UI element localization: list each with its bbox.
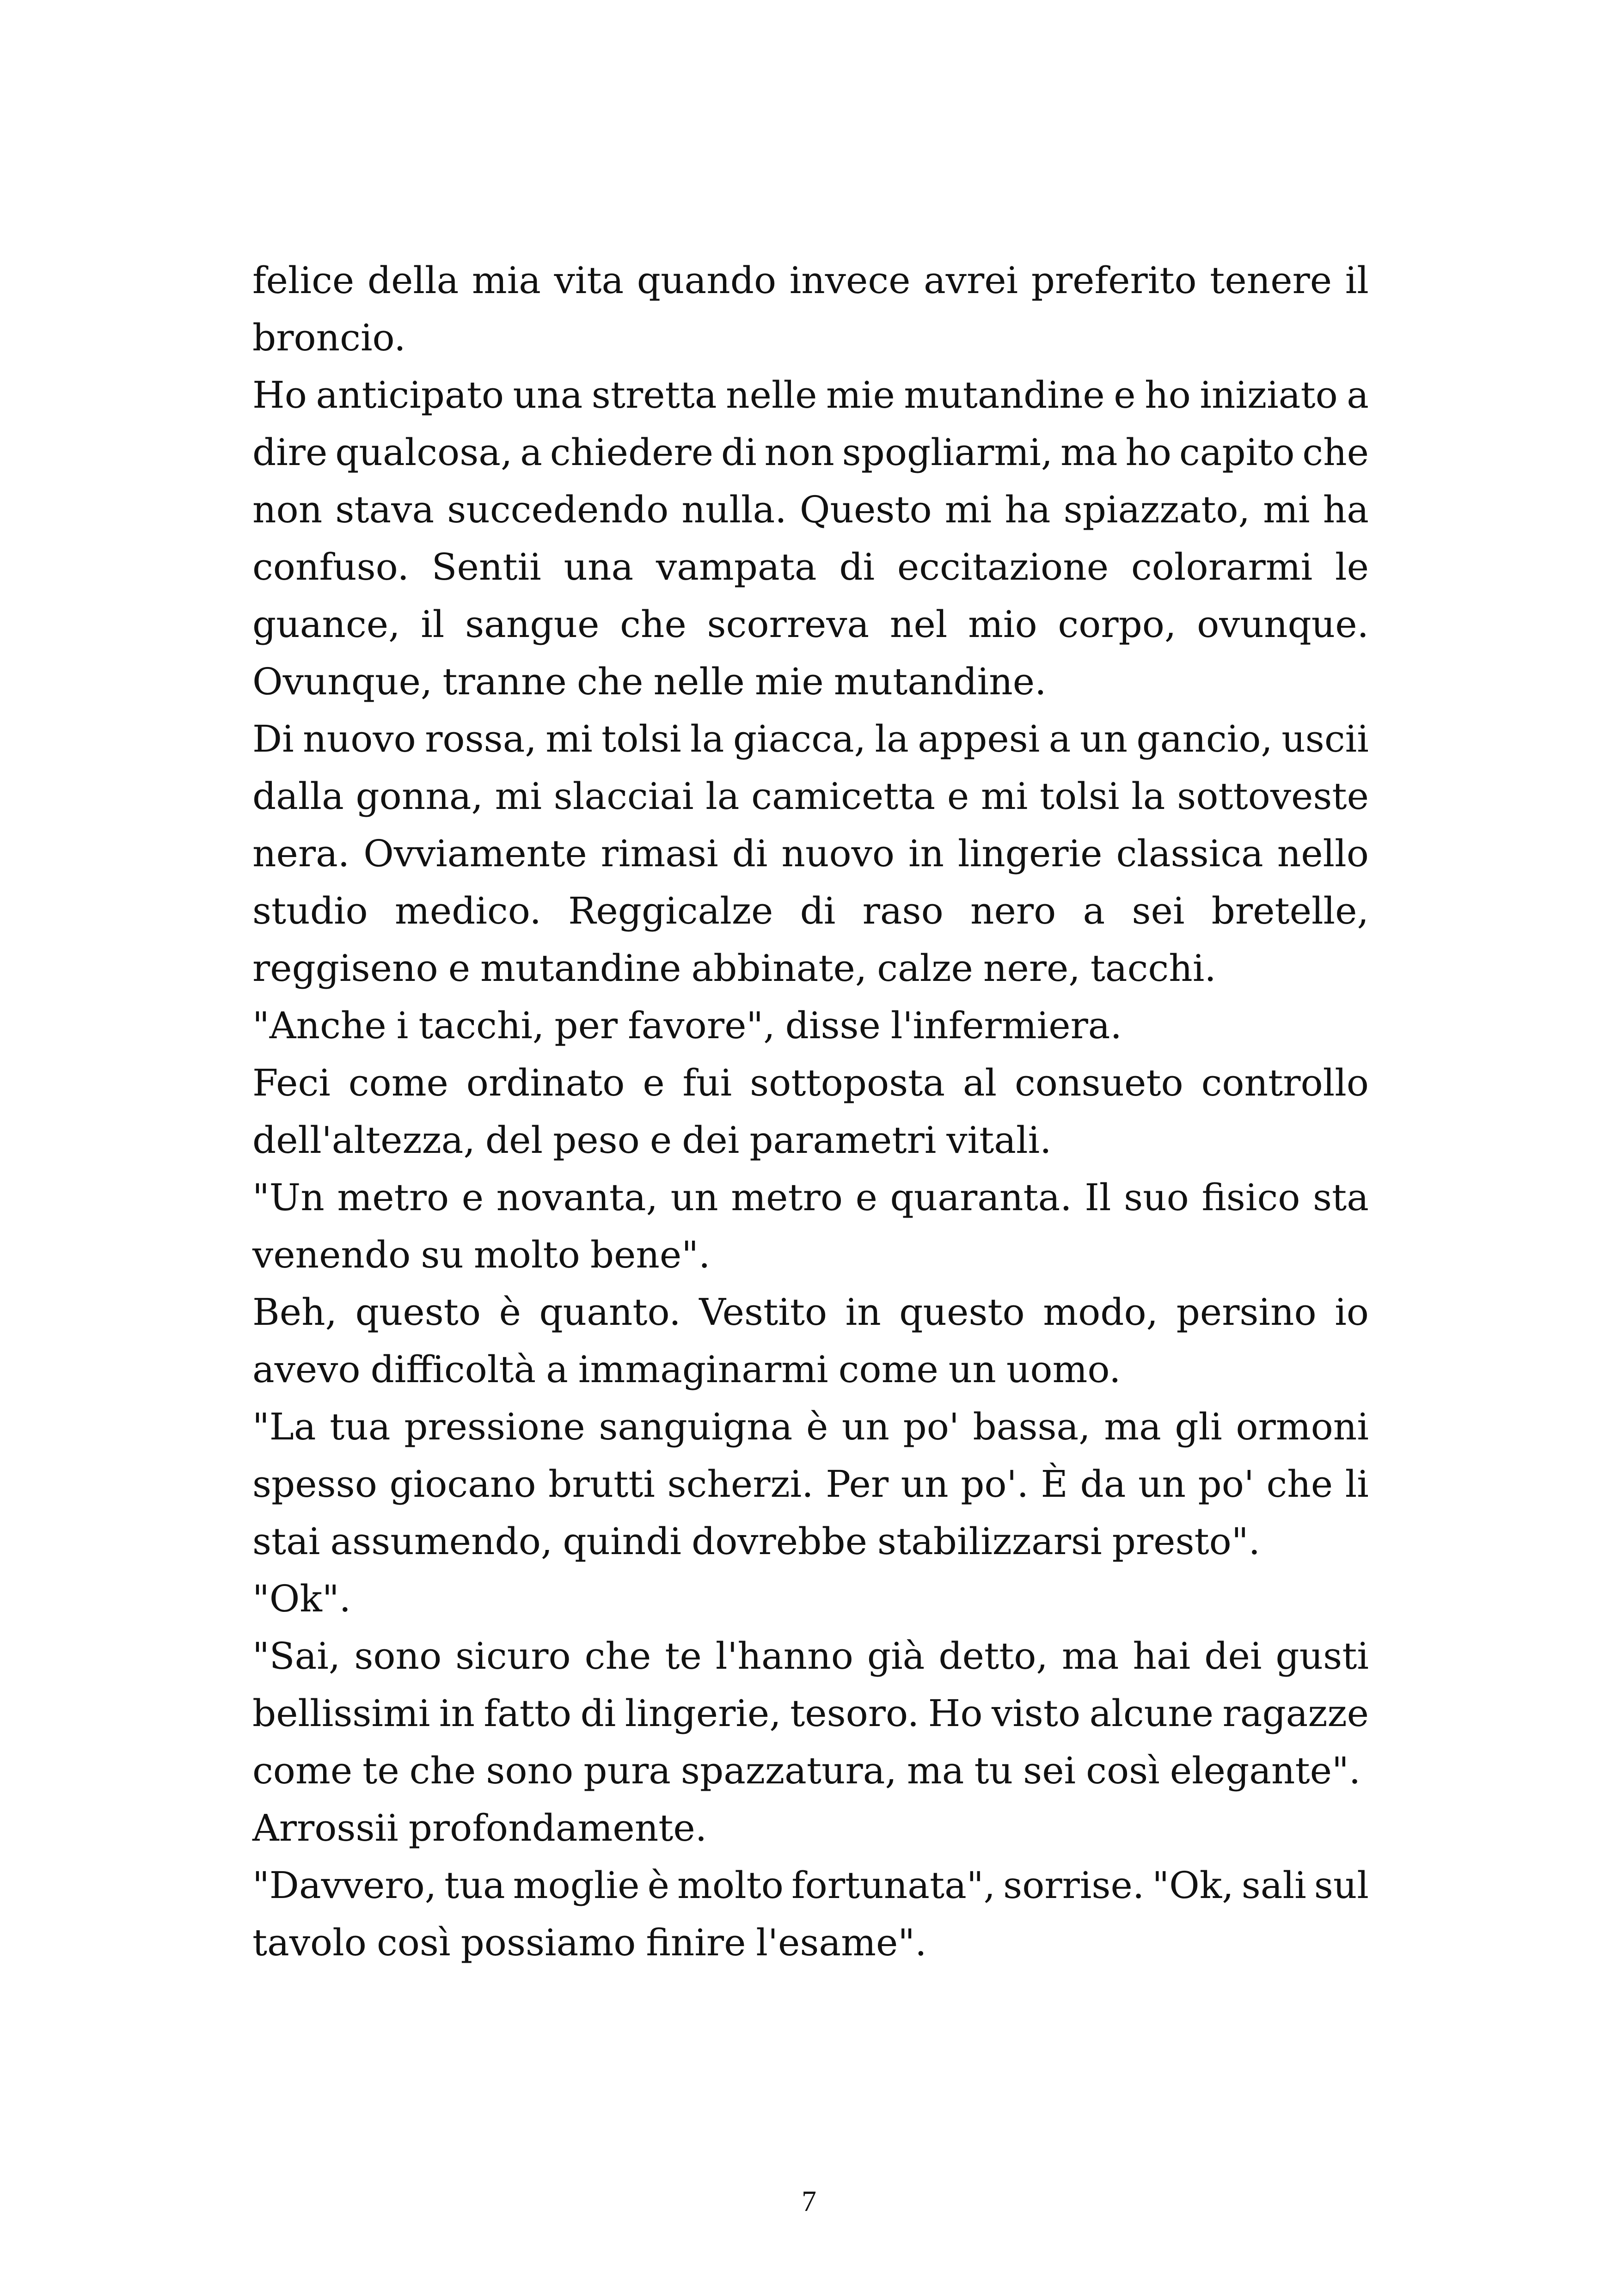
text-line: Beh, questo è quanto. Vestito in questo modo, persino io xyxy=(252,1291,1369,1334)
text-line: felice della mia vita quando invece avrei preferito tenere il xyxy=(252,259,1369,302)
text-line: confuso. Sentii una vampata di eccitazione colorarmi le xyxy=(252,545,1369,588)
text-line: "Sai, sono sicuro che te l'hanno già detto, ma hai dei gusti xyxy=(252,1635,1369,1678)
text-line: spesso giocano brutti scherzi. Per un po'. È da un po' che li xyxy=(252,1463,1369,1506)
text-line: avevo difficoltà a immaginarmi come un uomo. xyxy=(252,1348,1121,1391)
text-line: stai assumendo, quindi dovrebbe stabilizzarsi presto". xyxy=(252,1520,1261,1563)
text-line: "Un metro e novanta, un metro e quaranta. Il suo fisico sta xyxy=(252,1176,1369,1219)
text-line: Feci come ordinato e fui sottoposta al consueto controllo xyxy=(252,1061,1369,1104)
text-line: dalla gonna, mi slacciai la camicetta e mi tolsi la sottoveste xyxy=(252,775,1369,818)
text-line: Ovunque, tranne che nelle mie mutandine. xyxy=(252,660,1047,703)
text-line: Arrossii profondamente. xyxy=(252,1806,707,1849)
text-line: guance, il sangue che scorreva nel mio corpo, ovunque. xyxy=(252,603,1369,646)
text-line: tavolo così possiamo finire l'esame". xyxy=(252,1921,927,1964)
text-line: dell'altezza, del peso e dei parametri vitali. xyxy=(252,1119,1052,1162)
body-text xyxy=(252,252,1369,1971)
text-line: Di nuovo rossa, mi tolsi la giacca, la appesi a un gancio, uscii xyxy=(252,717,1369,760)
page-number: 7 xyxy=(802,2185,816,2217)
text-line: broncio. xyxy=(252,316,406,359)
text-line: bellissimi in fatto di lingerie, tesoro. Ho visto alcune ragazze xyxy=(252,1692,1369,1735)
text-line: "Ok". xyxy=(252,1577,351,1620)
text-line: venendo su molto bene". xyxy=(252,1233,711,1276)
text-line: studio medico. Reggicalze di raso nero a sei bretelle, xyxy=(252,889,1369,932)
text-line: "Davvero, tua moglie è molto fortunata", sorrise. "Ok, sali sul xyxy=(252,1864,1369,1907)
text-line: "La tua pressione sanguigna è un po' bassa, ma gli ormoni xyxy=(252,1405,1369,1448)
text-line: Ho anticipato una stretta nelle mie mutandine e ho iniziato a xyxy=(252,373,1369,416)
text-line: "Anche i tacchi, per favore", disse l'infermiera. xyxy=(252,1004,1122,1047)
text-line: nera. Ovviamente rimasi di nuovo in lingerie classica nello xyxy=(252,832,1369,875)
text-line: dire qualcosa, a chiedere di non spogliarmi, ma ho capito che xyxy=(252,431,1369,474)
text-line: non stava succedendo nulla. Questo mi ha spiazzato, mi ha xyxy=(252,488,1369,531)
text-line: reggiseno e mutandine abbinate, calze nere, tacchi. xyxy=(252,947,1216,990)
text-line: come te che sono pura spazzatura, ma tu sei così elegante". xyxy=(252,1749,1361,1792)
